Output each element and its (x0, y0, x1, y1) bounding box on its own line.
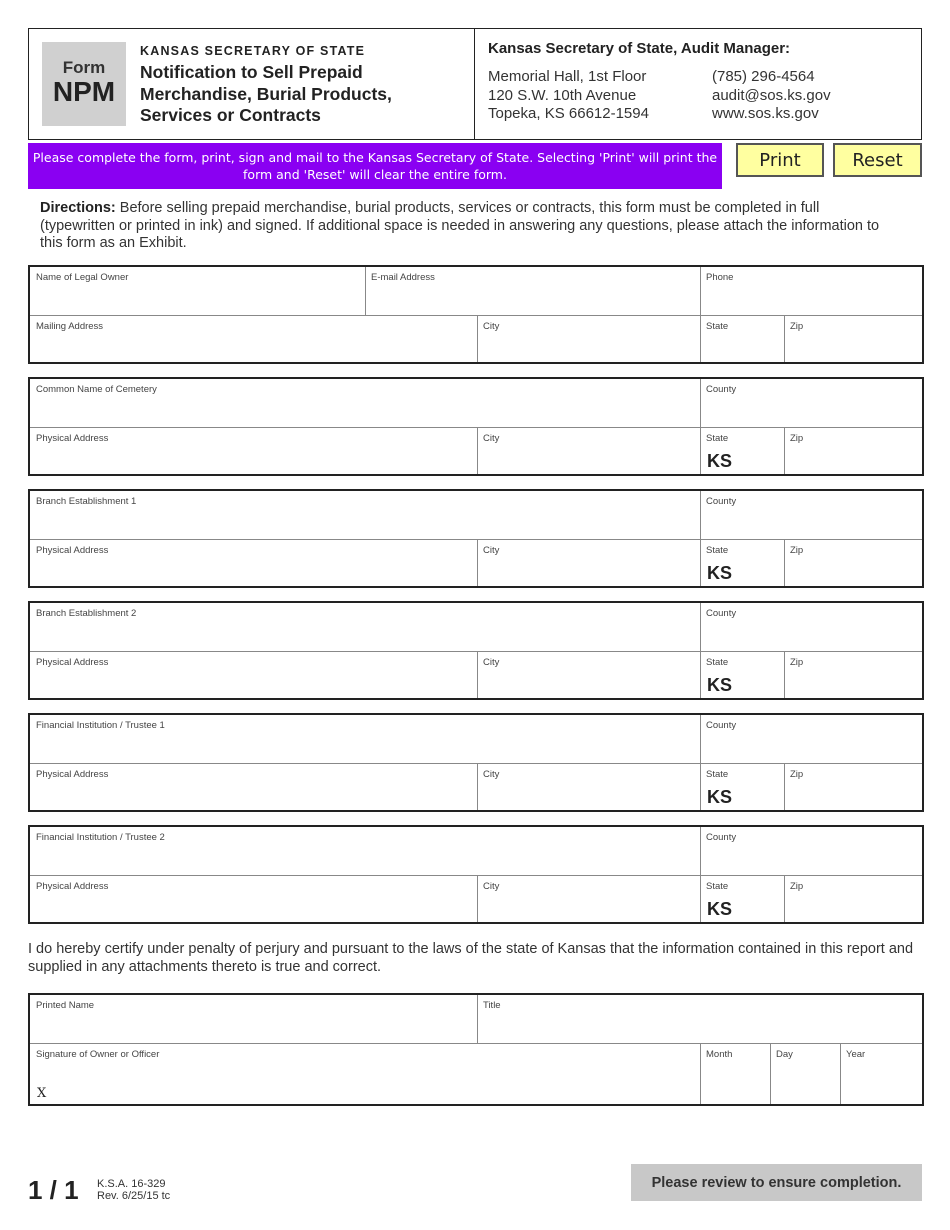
zip-field[interactable] (784, 427, 922, 474)
email-address: audit@sos.ks.gov (712, 86, 831, 104)
physical-address-field[interactable] (30, 763, 477, 810)
month-field[interactable] (700, 1043, 770, 1104)
zip-field[interactable] (784, 539, 922, 586)
field-label: State (706, 545, 729, 556)
state-value: KS (707, 451, 733, 471)
city-field[interactable] (477, 539, 700, 586)
state-value: KS (707, 563, 733, 583)
field-label: Month (706, 1049, 733, 1060)
field-label: City (483, 769, 500, 780)
state-value: KS (707, 899, 733, 919)
ksa-citation: K.S.A. 16-329 (97, 1178, 166, 1190)
owner-box (28, 265, 924, 364)
branch-2-box (28, 601, 924, 700)
field-label: Zip (790, 321, 804, 332)
form-title (140, 62, 470, 127)
website: www.sos.ks.gov (712, 105, 819, 122)
city-field[interactable] (477, 315, 700, 362)
field-label: Mailing Address (36, 321, 104, 332)
field-label: Physical Address (36, 433, 109, 444)
field-label: City (483, 545, 500, 556)
phone-number: (785) 296-4564 (712, 68, 815, 85)
zip-field[interactable] (784, 763, 922, 810)
state-field[interactable] (700, 763, 784, 810)
zip-field[interactable] (784, 651, 922, 698)
form-code: NPM (52, 76, 116, 107)
field-label: Physical Address (36, 881, 109, 892)
field-label: Branch Establishment 1 (36, 496, 137, 507)
cemetery-box (28, 377, 924, 476)
physical-address-field[interactable] (30, 427, 477, 474)
audit-manager-title: Kansas Secretary of State, Audit Manager: (488, 40, 791, 57)
page-number: 1 / 1 (28, 1175, 79, 1205)
statute-reference (97, 1178, 170, 1202)
field-label: City (483, 881, 500, 892)
field-label: Branch Establishment 2 (36, 608, 137, 619)
field-label: Financial Institution / Trustee 1 (36, 720, 165, 731)
banner-line: Please complete the form, print, sign and mail to the Kansas Secretary of State. Selecting 'Print' will print the (32, 150, 718, 165)
field-label: Zip (790, 433, 804, 444)
form-word: Form (62, 58, 106, 77)
field-label: Common Name of Cemetery (36, 384, 157, 395)
city-field[interactable] (477, 651, 700, 698)
field-label: Day (776, 1049, 793, 1060)
field-label: Year (846, 1049, 866, 1060)
field-label: Printed Name (36, 1000, 95, 1011)
field-label: Zip (790, 769, 804, 780)
address-line: 120 S.W. 10th Avenue (488, 86, 637, 104)
county-field[interactable] (700, 379, 922, 427)
name-field[interactable] (30, 827, 700, 875)
name-field[interactable] (30, 715, 700, 763)
signature-field[interactable] (30, 1043, 700, 1104)
state-field[interactable] (700, 651, 784, 698)
field-label: State (706, 881, 729, 892)
title-field[interactable] (477, 995, 922, 1043)
certification-statement: I do hereby certify under penalty of perjury and pursuant to the laws of the state of Kansas that the information contained in this report and supplied in any attachments thereto is true and correct. (28, 941, 914, 975)
county-field[interactable] (700, 715, 922, 763)
field-label: State (706, 433, 729, 444)
field-label: Signature of Owner or Officer (36, 1049, 160, 1060)
county-field[interactable] (700, 603, 922, 651)
state-value: KS (707, 787, 733, 807)
state-field[interactable] (700, 427, 784, 474)
physical-address-field[interactable] (30, 539, 477, 586)
printed-name-field[interactable] (30, 995, 477, 1043)
field-label: State (706, 321, 729, 332)
form-title-line: Merchandise, Burial Products, (140, 83, 392, 104)
field-label: City (483, 657, 500, 668)
agency-name: KANSAS SECRETARY OF STATE (140, 44, 366, 58)
state-field[interactable] (700, 315, 784, 362)
field-label: City (483, 321, 500, 332)
mailing-address-field[interactable] (30, 315, 477, 362)
reset-button[interactable]: Reset (833, 143, 922, 177)
signature-box (28, 993, 924, 1106)
address-line: Memorial Hall, 1st Floor (488, 68, 647, 85)
field-label: County (706, 608, 737, 619)
header-divider (474, 28, 475, 140)
field-label: Zip (790, 657, 804, 668)
directions-label: Directions: (40, 200, 116, 216)
field-label: County (706, 720, 737, 731)
form-title-line: Services or Contracts (140, 105, 321, 125)
directions (40, 200, 890, 253)
field-label: County (706, 496, 737, 507)
branch-1-box (28, 489, 924, 588)
name-field[interactable] (30, 603, 700, 651)
legal-owner-field[interactable] (30, 267, 365, 315)
trustee-1-box (28, 713, 924, 812)
name-field[interactable] (30, 491, 700, 539)
phone-field[interactable] (700, 267, 922, 315)
state-field[interactable] (700, 875, 784, 922)
review-notice: Please review to ensure completion. (631, 1164, 922, 1201)
year-field[interactable] (840, 1043, 922, 1104)
revision-date: Rev. 6/25/15 tc (97, 1190, 171, 1202)
form-title-line: Notification to Sell Prepaid (140, 62, 363, 82)
field-label: Financial Institution / Trustee 2 (36, 832, 165, 843)
form-badge (42, 42, 126, 126)
physical-address-field[interactable] (30, 651, 477, 698)
field-label: City (483, 433, 500, 444)
field-label: Name of Legal Owner (36, 272, 129, 283)
contact-block (712, 68, 831, 124)
address-line: Topeka, KS 66612-1594 (488, 105, 649, 122)
email-field[interactable] (365, 267, 700, 315)
field-label: State (706, 657, 729, 668)
field-label: State (706, 769, 729, 780)
field-label: Physical Address (36, 657, 109, 668)
field-label: Phone (706, 272, 734, 283)
physical-address-field[interactable] (30, 875, 477, 922)
mailing-address-block (488, 68, 649, 124)
city-field[interactable] (477, 427, 700, 474)
county-field[interactable] (700, 491, 922, 539)
field-label: E-mail Address (371, 272, 435, 283)
field-label: Zip (790, 545, 804, 556)
trustee-2-box (28, 825, 924, 924)
field-label: Zip (790, 881, 804, 892)
print-button[interactable]: Print (736, 143, 824, 177)
city-field[interactable] (477, 763, 700, 810)
field-label: Physical Address (36, 769, 109, 780)
name-field[interactable] (30, 379, 700, 427)
field-label: Title (483, 1000, 501, 1011)
directions-text: Before selling prepaid merchandise, burial products, services or contracts, this form must be completed in full (typewritten or printed in ink) and signed. If additional space is needed in answering any questions, please attach the information to this form as an Exhibit. (40, 200, 880, 251)
day-field[interactable] (770, 1043, 840, 1104)
city-field[interactable] (477, 875, 700, 922)
state-value: KS (707, 675, 733, 695)
field-label: County (706, 384, 737, 395)
zip-field[interactable] (784, 875, 922, 922)
field-label: Physical Address (36, 545, 109, 556)
county-field[interactable] (700, 827, 922, 875)
signature-mark: X (37, 1086, 47, 1101)
instructions-banner (28, 143, 722, 189)
banner-line: form and 'Reset' will clear the entire form. (243, 167, 507, 182)
state-field[interactable] (700, 539, 784, 586)
zip-field[interactable] (784, 315, 922, 362)
field-label: County (706, 832, 737, 843)
